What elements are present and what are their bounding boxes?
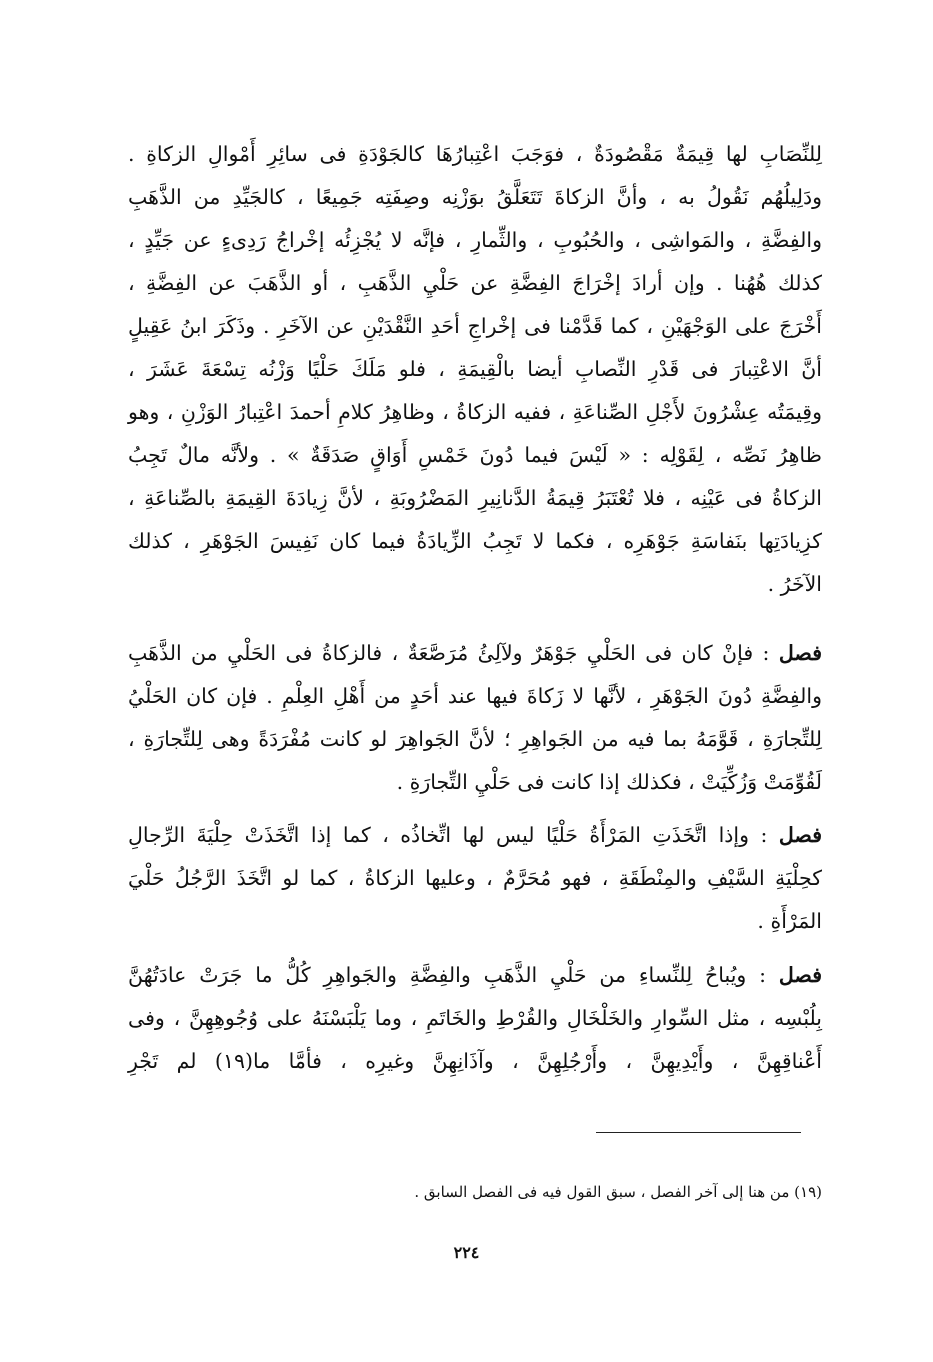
text-line-with-heading: [128, 632, 822, 675]
text-line: ودَلِيلُهُم نَقُولُ به ، وأنَّ الزكاةَ تَتَعَلَّقُ بوَزْنِه وصِفَتِه جَمِيعًا ، كالجَيِّدِ من الذَّهَبِ: [128, 185, 822, 209]
text-line-with-heading: [128, 814, 822, 857]
line-text: : وإذا اتَّخَذَتِ المَرْأَةُ حَلْيًا ليس لها اتِّخاذُه ، كما إذا اتَّخَذَتْ حِلْيَةَ الرِّجالِ: [128, 823, 779, 847]
section-heading: فصل: [778, 963, 822, 987]
text-line: لِلتِّجارَةِ ، قَوَّمَهُ بما فيه من الجَواهِرِ ؛ لأنَّ الجَواهِرَ لو كانت مُفْرَدَةً وهى لِلتِّجارَةِ ،: [128, 727, 822, 751]
paragraph-1: [128, 133, 822, 606]
text-line-with-heading: [128, 954, 822, 997]
text-line: أَعْناقِهِنَّ ، وأَيْدِيهِنَّ ، وأَرْجُلِهِنَّ ، وآذَانِهِنَّ وغيرِه ، فأمَّا ما(١٩) لم تَجْرِ: [128, 1049, 822, 1073]
text-line: أَخْرَجَ على الوَجْهَيْنِ ، كما قَدَّمْنا فى إخْراجِ أحَدِ النَّقْدَيْنِ عن الآخَرِ . وذَكَرَ ابنُ عَقِيلٍ: [128, 314, 822, 338]
text-line: كزِيادَتِها بنَفاسَةِ جَوْهَرِه ، فكما لا تَجِبُ الزِّيادَةُ فيما كان نَفِيسَ الجَوْهَرِ ، كذلك: [128, 529, 822, 553]
text-line: لَقُوِّمَتْ وَزُكِّيَتْ ، فكذلك إذا كانت فى حَلْيِ التِّجارَةِ .: [396, 770, 822, 794]
footnote-divider: [596, 1132, 801, 1133]
text-line: كذلك هُهُنا . وإن أرادَ إخْرَاجَ الفِضَّةِ عن حَلْيِ الذَّهَبِ ، أو الذَّهَبَ عن الفِضَّةِ ،: [128, 271, 822, 295]
paragraph-2: [128, 632, 822, 804]
text-line: وقِيمَتُه عِشْرُونَ لأَجْلِ الصِّناعَةِ ، ففيه الزكاةُ ، وظاهِرُ كلامِ أحمدَ اعْتِبارُ الوَزْنِ ، وهو: [128, 400, 822, 424]
text-line: أنَّ الاعْتِبارَ فى قَدْرِ النِّصابِ أيضا بالْقِيمَةِ ، فلو مَلَكَ حَلْيًا وَزْنُه تِسْعَةَ عَشَرَ ،: [128, 357, 822, 381]
line-text: : ويُباحُ لِلنِّساءِ من حَلْيِ الذَّهَبِ والفِضَّةِ والجَواهِرِ كُلُّ ما جَرَتْ عادَتُهُنَّ: [128, 963, 779, 987]
paragraph-3: [128, 814, 822, 943]
text-line: بِلُبْسِه ، مثل السِّوارِ والخَلْخَالِ والقُرْطِ والخَاتَمِ ، وما يَلْبَسْنَهُ على وُجُوهِهِنَّ ، وفى: [128, 1006, 822, 1030]
paragraph-4: [128, 954, 822, 1083]
text-line: المَرْأَةِ .: [757, 909, 822, 933]
line-text: : فإنْ كان فى الحَلْيِ جَوْهَرٌ ولآلِئُ مُرَصَّعَةٌ ، فالزكاةُ فى الحَلْيِ من الذَّهَبِ: [128, 641, 779, 665]
text-line: كحِلْيَةِ السَّيْفِ والمِنْطَقَةِ ، فهو مُحَرَّمٌ ، وعليها الزكاةُ ، كما لو اتَّخَذَ الرَّجُلُ حَلْيَ: [128, 866, 822, 890]
text-line: ظاهِرُ نَصِّه ، لِقَوْلِه : « لَيْسَ فيما دُونَ خَمْسِ أَوَاقٍ صَدَقَةٌ » . ولأنَّه مالٌ تَجِبُ: [128, 443, 822, 467]
text-line: الزكاةُ فى عَيْنِه ، فلا تُعْتَبَرُ قِيمَةُ الدَّنانِيرِ المَضْرُوبَةِ ، لأنَّ زِيادَةَ القِيمَةِ بالصِّناعَةِ ،: [128, 486, 822, 510]
text-line: الآخَرُ .: [767, 572, 822, 596]
section-heading: فصل: [778, 823, 822, 847]
page-number: ٢٢٤: [453, 1243, 480, 1262]
section-heading: فصل: [778, 641, 822, 665]
text-line: لِلنِّصَابِ لها قِيمَةٌ مَقْصُودَةٌ ، فوَجَبَ اعْتِبارُهَا كالجَوْدَةِ فى سائِرِ أَمْوالِ الزكاةِ .: [128, 142, 822, 166]
text-line: والفِضَّةِ دُونَ الجَوْهَرِ ، لأنَّها لا زَكاةَ فيها عند أحَدٍ من أَهْلِ العِلْمِ . فإن كان الحَلْيُ: [128, 684, 822, 708]
footnote: (١٩) من هنا إلى آخر الفصل ، سبق القول فيه فى الفصل السابق .: [414, 1183, 822, 1201]
text-line: والفِضَّةِ ، والمَواشِى ، والحُبُوبِ ، والثِّمارِ ، فإنَّه لا يُجْزِئُه إخْراجُ رَدِىءٍ عن جَيِّدٍ ،: [128, 228, 822, 252]
